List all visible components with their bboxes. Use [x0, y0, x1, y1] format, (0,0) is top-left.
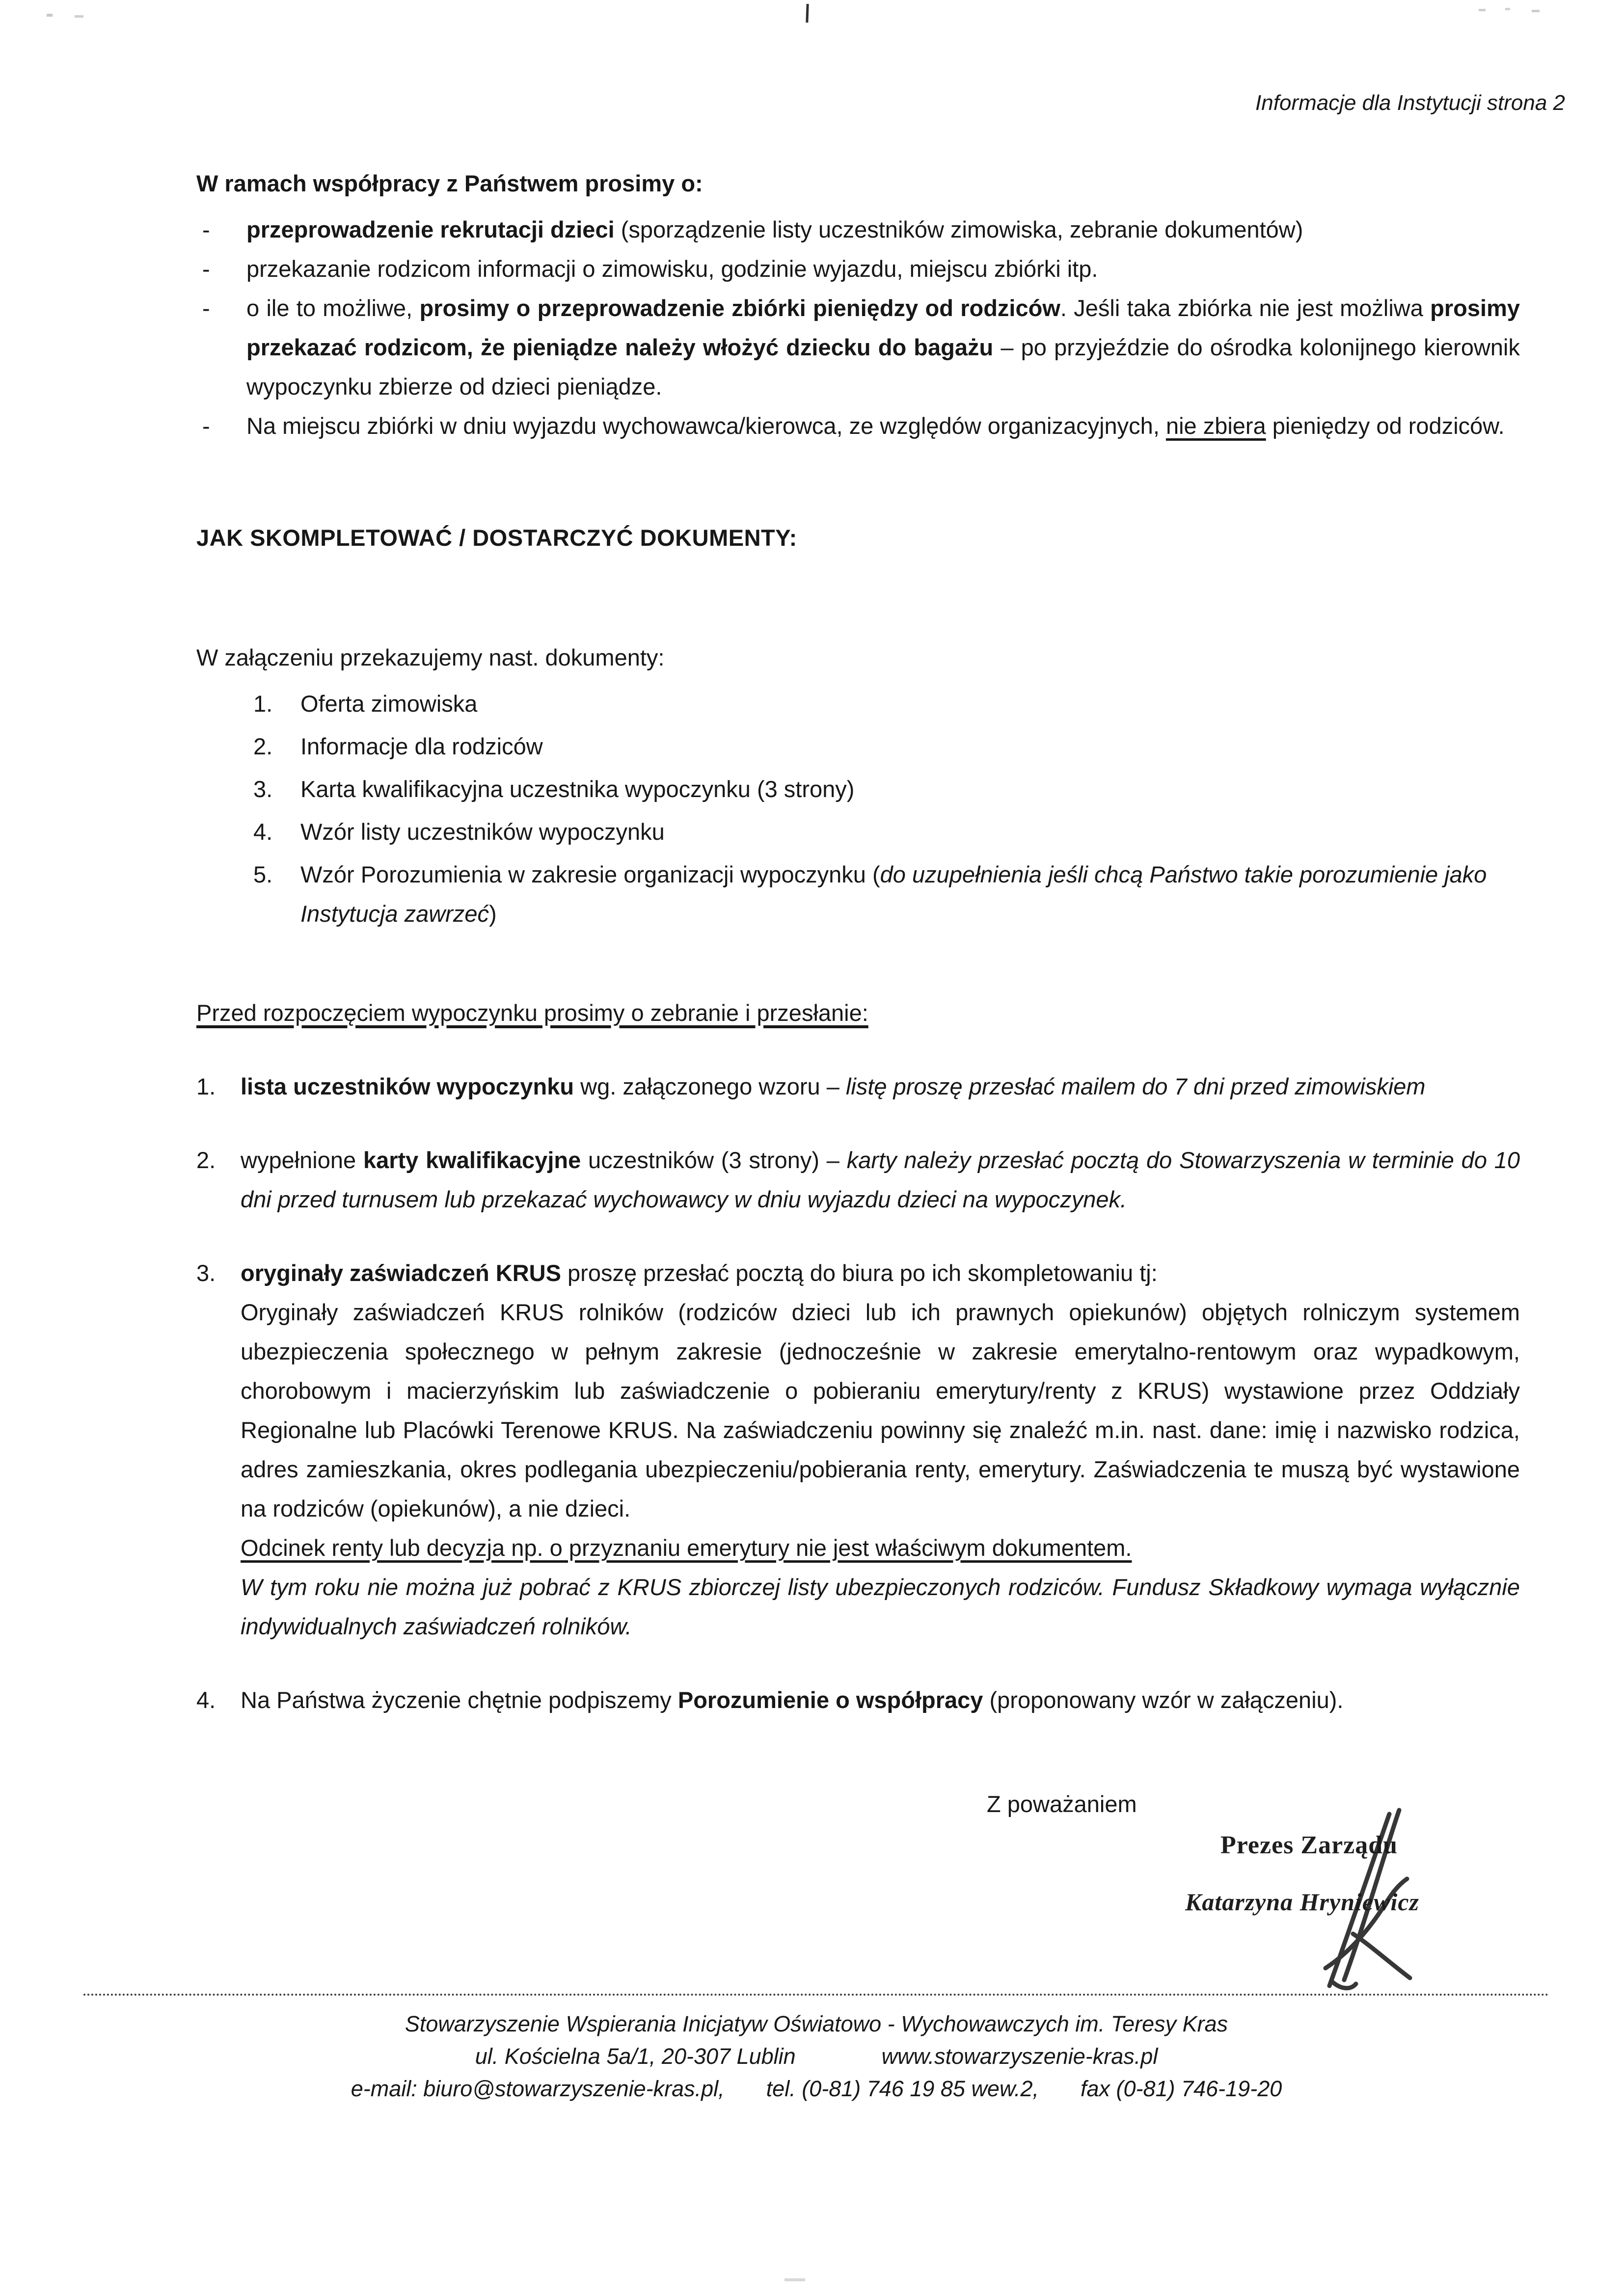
bullet-text: Na miejscu zbiórki w dniu wyjazdu wychowawca/kierowca, ze względów organizacyjnych, nie zbiera pieniędzy od rodziców.	[246, 413, 1505, 439]
section-heading: JAK SKOMPLETOWAĆ / DOSTARCZYĆ DOKUMENTY:	[196, 525, 797, 551]
item-number: 4.	[196, 1687, 216, 1713]
signature-name: Katarzyna Hryniewicz	[1185, 1888, 1419, 1916]
bullet-text: o ile to możliwe, prosimy o przeprowadzenie zbiórki pieniędzy od rodziców. Jeśli taka zbiórka nie jest możliwa prosimy przekazać rodzicom, że pieniądze należy włożyć dziecku do bagażu – po przyjeździe do ośrodka kolonijnego kierownik wypoczynku zbierze od dzieci pieniądze.	[246, 295, 1520, 400]
list-item	[196, 406, 1520, 446]
list-item	[196, 1254, 1520, 1646]
item-text	[241, 1254, 1520, 1646]
item-text	[241, 1141, 1520, 1219]
bullet-marker: -	[202, 413, 210, 439]
paragraph: oryginały zaświadczeń KRUS proszę przesłać pocztą do biura po ich skompletowaniu tj:	[241, 1260, 1158, 1286]
bullet-text: przekazanie rodzicom informacji o zimowisku, godzinie wyjazdu, miejscu zbiórki itp.	[246, 256, 1098, 282]
checklist	[196, 1067, 1520, 1720]
scan-artifact	[1505, 8, 1510, 10]
item-number: 2.	[253, 733, 273, 759]
signature-block	[1185, 1831, 1543, 1916]
scan-artifact	[1532, 10, 1540, 12]
item-number: 3.	[253, 776, 273, 802]
item-number: 2.	[196, 1147, 216, 1173]
item-text: Informacje dla rodziców	[300, 733, 543, 759]
footer-contact-line	[83, 2041, 1549, 2072]
list-item	[196, 249, 1520, 289]
item-text: Oferta zimowiska	[300, 691, 478, 717]
footer-divider	[83, 1994, 1549, 1996]
closing-salutation: Z poważaniem	[987, 1791, 1137, 1817]
list-item	[196, 1681, 1520, 1720]
list-item	[253, 812, 1520, 852]
checklist-title: Przed rozpoczęciem wypoczynku prosimy o zebranie i przesłanie:	[196, 1000, 868, 1026]
item-text: Wzór Porozumienia w zakresie organizacji wypoczynku (do uzupełnienia jeśli chcą Państwo takie porozumienie jako Instytucja zawrzeć)	[300, 861, 1487, 927]
list-item	[253, 727, 1520, 766]
list-item	[196, 289, 1520, 406]
attachments-title: W załączeniu przekazujemy nast. dokumenty:	[196, 644, 665, 670]
paragraph: Oryginały zaświadczeń KRUS rolników (rodziców dzieci lub ich prawnych opiekunów) objętych rolniczym systemem ubezpieczenia społecznego w pełnym zakresie (jednocześnie w zakresie emerytalno-rentowym oraz wypadkowym, chorobowym i macierzyńskim lub zaświadczenie o pobieraniu emerytury/renty z KRUS) wystawione przez Oddziały Regionalne lub Placówki Terenowe KRUS. Na zaświadczeniu powinny się znaleźć m.in. nast. dane: imię i nazwisko rodzica, adres zamieszkania, okres podlegania ubezpieczeniu/pobierania renty, emerytury. Zaświadczenia te muszą być wystawione na rodziców (opiekunów), a nie dzieci.	[241, 1299, 1520, 1522]
attachments-list	[253, 684, 1520, 934]
bullet-marker: -	[202, 216, 210, 242]
scan-artifact	[75, 15, 83, 18]
list-item	[253, 684, 1520, 723]
paragraph: Na Państwa życzenie chętnie podpiszemy Porozumienie o współpracy (proponowany wzór w załączeniu).	[241, 1687, 1344, 1713]
paragraph: Odcinek renty lub decyzja np. o przyznaniu emerytury nie jest właściwym dokumentem.	[241, 1535, 1132, 1561]
scan-artifact	[47, 14, 53, 17]
footer-address: ul. Kościelna 5a/1, 20-307 Lublin	[475, 2044, 796, 2069]
list-item	[253, 770, 1520, 809]
footer-organization: Stowarzyszenie Wspierania Inicjatyw Oświatowo - Wychowawczych im. Teresy Kras	[405, 2011, 1228, 2036]
list-item	[253, 855, 1520, 934]
item-text	[241, 1681, 1520, 1720]
item-number: 3.	[196, 1260, 216, 1286]
scan-artifact	[784, 2278, 805, 2281]
bullet-text: przeprowadzenie rekrutacji dzieci (sporządzenie listy uczestników zimowiska, zebranie dokumentów)	[246, 216, 1303, 242]
document-footer	[83, 1994, 1549, 2105]
list-item	[196, 1067, 1520, 1106]
list-item	[196, 1141, 1520, 1219]
item-text: Wzór listy uczestników wypoczynku	[300, 819, 665, 845]
intro-title: W ramach współpracy z Państwem prosimy o:	[196, 170, 703, 196]
paragraph: wypełnione karty kwalifikacyjne uczestników (3 strony) – karty należy przesłać pocztą do Stowarzyszenia w terminie do 10 dni przed turnusem lub przekazać wychowawcy w dniu wyjazdu dzieci na wypoczynek.	[241, 1147, 1520, 1212]
item-number: 4.	[253, 819, 273, 845]
footer-email: e-mail: biuro@stowarzyszenie-kras.pl,	[351, 2076, 725, 2101]
item-number: 1.	[253, 691, 273, 717]
item-text	[241, 1067, 1520, 1106]
footer-phone: tel. (0-81) 746 19 85 wew.2,	[766, 2076, 1039, 2101]
item-number: 5.	[253, 861, 273, 887]
list-item	[196, 210, 1520, 249]
paragraph: lista uczestników wypoczynku wg. załączonego wzoru – listę proszę przesłać mailem do 7 dni przed zimowiskiem	[241, 1073, 1426, 1099]
item-number: 1.	[196, 1073, 216, 1099]
bullet-marker: -	[202, 256, 210, 282]
footer-contact-line	[83, 2073, 1549, 2105]
signature-role: Prezes Zarządu	[1220, 1831, 1398, 1859]
footer-website: www.stowarzyszenie-kras.pl	[881, 2044, 1158, 2069]
item-text: Karta kwalifikacyjna uczestnika wypoczynku (3 strony)	[300, 776, 855, 802]
footer-fax: fax (0-81) 746-19-20	[1081, 2076, 1282, 2101]
intro-bullet-list	[196, 210, 1520, 446]
scan-artifact	[1479, 9, 1486, 11]
page-header-label: Informacje dla Instytucji strona 2	[1255, 91, 1565, 115]
paragraph: W tym roku nie można już pobrać z KRUS zbiorczej listy ubezpieczonych rodziców. Fundusz Składkowy wymaga wyłącznie indywidualnych zaświadczeń rolników.	[241, 1574, 1520, 1639]
bullet-marker: -	[202, 295, 210, 321]
